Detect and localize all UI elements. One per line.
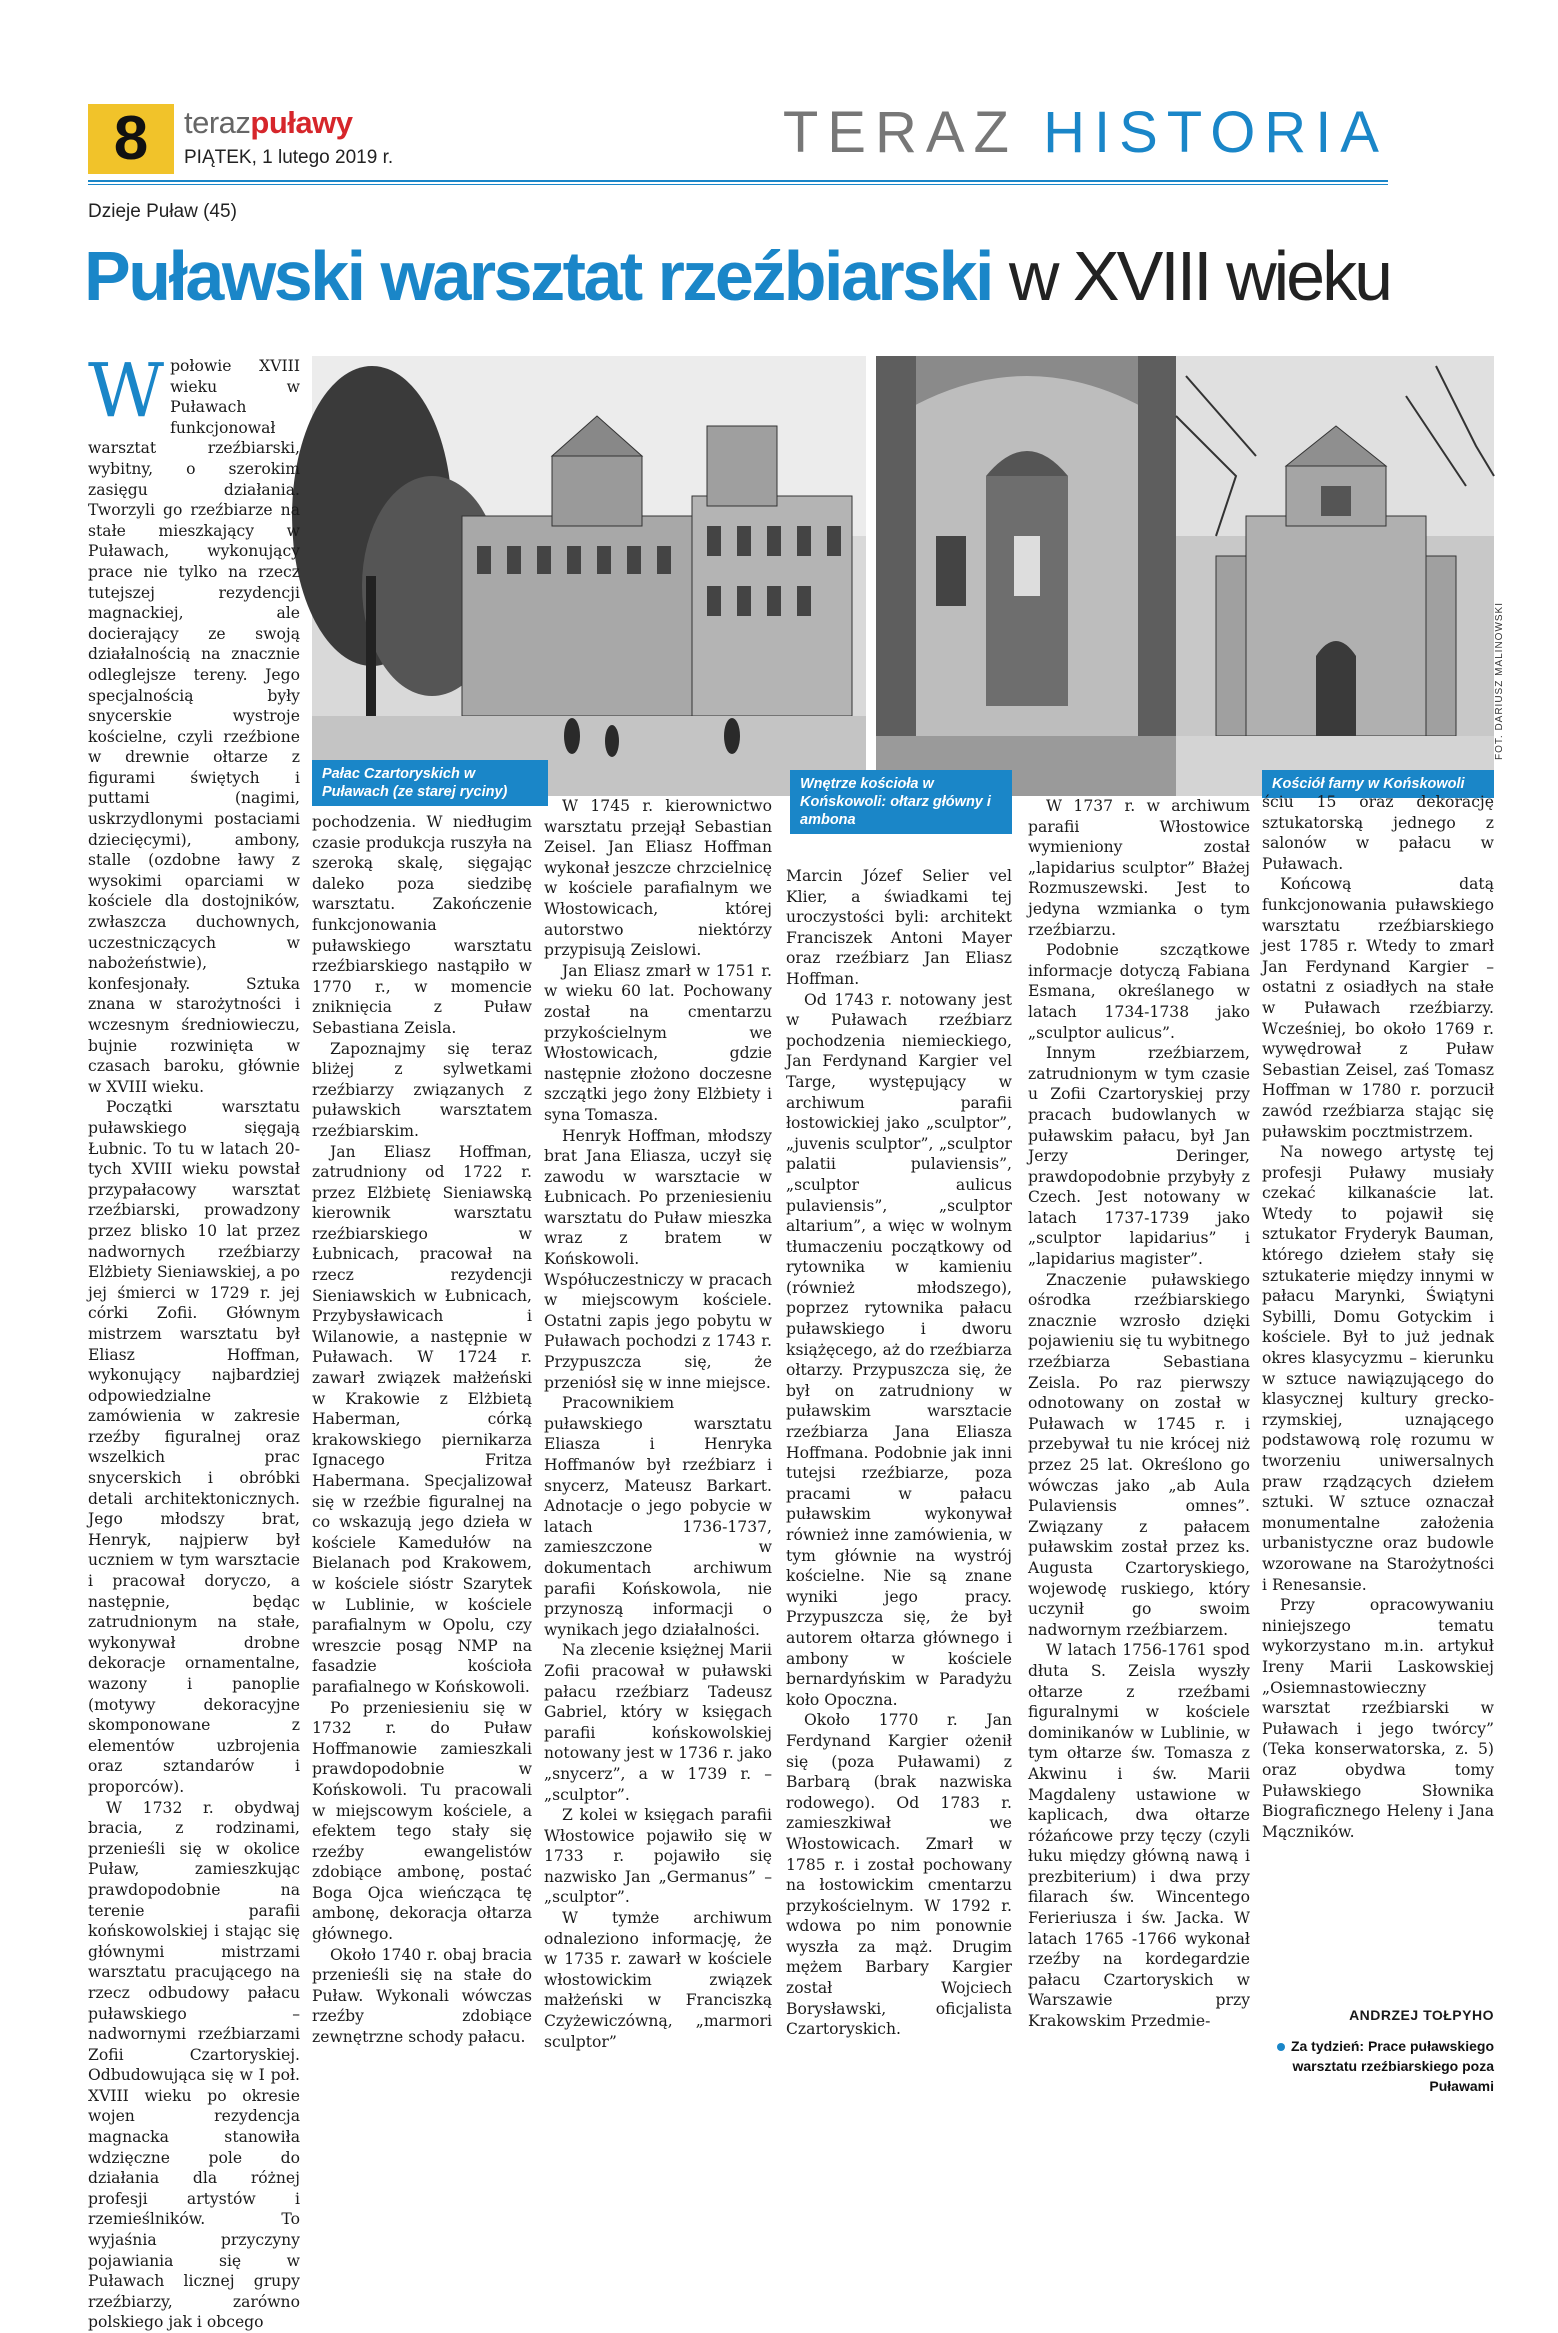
paragraph: Od 1743 r. notowany jest w Puławach rzeźbiarz pochodzenia niemieckiego, Jan Ferdynand Kargier vel Targe, występujący w archiwum parafii łostowickiej jako „sculptor”, „juvenis sculptor”, „sculptor palatii pulaviensis”, „sculptor aulicus pulaviensis”, „sculptor altarium”, a więc w wolnym tłumaczeniu początkowy od rytownika w kamieniu (również młodszego), poprzez rytownika pałacu puławskiego i dworu książęcego, aż do rzeźbiarza ołtarzy. Przypuszcza się, że był on zatrudniony w puławskim warsztacie rzeźbiarza Jana Eliasza Hoffmana. Podobnie jak inni tutejsi rzeźbiarze, poza pracami w pałacu puławskim wykonywał również inne zamówienia, w tym głównie na wystrój kościelne. Nie są znane wyniki jego pracy. Przypuszcza się, że był autorem ołtarza głównego i ambony w kościele bernardyńskim w Paradyżu koło Opoczna. bbox=[786, 990, 1012, 1709]
header-rule bbox=[88, 180, 1388, 182]
paragraph: Na zlecenie księżnej Marii Zofii pracował w puławski pałacu rzeźbiarz Tadeusz Gabriel, który w księgach parafii końskowolskiej notowany jest w 1736 r. jako „snycerz”, a w 1739 r. – „sculptor”. bbox=[544, 1641, 772, 1804]
paragraph: Końcową datą funkcjonowania puławskiego warsztatu rzeźbiarskiego jest 1785 r. Wtedy to zmarł Jan Ferdynand Kargier – ostatni z osiadłych na stałe w Puławach rzeźbiarzy. Wcześniej, bo około 1769 r. wywędrował z Puław Sebastian Zeisel, zaś Tomasz Hoffman w 1780 r. porzucił zawód rzeźbiarza stając się puławskim pocztmistrzem. bbox=[1262, 875, 1494, 1141]
headline-light: w XVIII wieku bbox=[1008, 237, 1391, 315]
article-column-4 bbox=[786, 866, 1012, 2039]
paragraph: W tymże archiwum odnaleziono informację, że w 1735 r. zawarł w kościele włostowickim związek małżeński w Franciszką Czyżewiczówną, „marmori sculptor” bbox=[544, 1909, 772, 2051]
paragraph: Innym rzeźbiarzem, zatrudnionym w tym czasie u Zofii Czartoryskiej przy pracach budowlanych w puławskim pałacu, był Jan Jerzy Deringer, prawdopodobnie przybyły z Czech. Jest notowany w latach 1737-1739 jako „sculptor lapidarius” i „lapidarius magister”. bbox=[1028, 1044, 1250, 1269]
headline bbox=[84, 236, 1390, 316]
paragraph: pochodzenia. W niedługim czasie produkcja ruszyła na szeroką skalę, sięgając daleko poza siedzibę warsztatu. Zakończenie funkcjonowania puławskiego warsztatu rzeźbiarskiego nastąpiło w 1770 r., w momencie zniknięcia z Puław Sebastiana Zeisla. bbox=[312, 813, 532, 1037]
series-label: Dzieje Puław (45) bbox=[88, 201, 237, 222]
article-column-3 bbox=[544, 796, 772, 2051]
section-title-part1: TERAZ bbox=[782, 100, 1018, 165]
paragraph: Około 1770 r. Jan Ferdynand Kargier ożenił się (poza Puławami) z Barbarą (brak nazwiska rodowego). Od 1783 r. zamieszkiwał we Włostowicach. Zmarł w 1785 r. i został pochowany na łostowickim cmentarzu przykościelnym. W 1792 r. wdowa po nim ponownie wyszła za mąż. Drugim mężem Barbary Kargier został Wojciech Borysławski, oficjalista Czartoryskich. bbox=[786, 1711, 1012, 2039]
paragraph: Henryk Hoffman, młodszy brat Jana Eliasza, uczył się zawodu w warsztacie w Łubnicach. Po przeniesieniu warsztatu do Puław mieszka wraz z bratem w Końskowoli. Współuczestniczy w pracach w miejscowym kościele. Ostatni zapis jego pobytu w Puławach pochodzi z 1743 r. Przypuszcza się, że przeniósł się w inne miejsce. bbox=[544, 1126, 772, 1392]
paragraph: W latach 1756-1761 spod dłuta S. Zeisla wyszły ołtarze z rzeźbami figuralnymi w kościele dominikanów w Lublinie, w tym ołtarze św. Tomasza z Akwinu i św. Marii Magdaleny ustawione w kaplicach, dwa ołtarze różańcowe przy tęczy (czyli łuku między główną nawą i prezbiterium) i dwa przy filarach św. Wincentego Ferieriusza i św. Jacka. W latach 1765 -1766 wykonał rzeźby na kordegardzie pałacu Czartoryskich w Warszawie przy Krakowskim Przedmie- bbox=[1028, 1641, 1250, 2031]
header-rule-thin bbox=[88, 184, 1388, 185]
paragraph: Marcin Józef Selier vel Klier, a świadkami tej uroczystości byli: architekt Franciszek Antoni Mayer oraz rzeźbiarz Jan Eliasz Hoffman. bbox=[786, 867, 1012, 988]
article-column-1 bbox=[88, 348, 300, 2332]
paragraph: Zapoznajmy się teraz bliżej z sylwetkami rzeźbiarzy związanych z puławskich warsztatem rzeźbiarskim. bbox=[312, 1039, 532, 1140]
paragraph: Około 1740 r. obaj bracia przenieśli się na stałe do Puław. Wykonali wówczas rzeźby zdobiące zewnętrzne schody pałacu. bbox=[312, 1945, 532, 2047]
paragraph: Na nowego artystę tej profesji Puławy musiały czekać kilkanaście lat. Wtedy to pojawił się sztukator Fryderyk Bauman, którego dziełem stały się sztukaterie między innymi w pałacu Marynki, Świątyni Sybilli, Domu Gotyckim i kościele. Był to już jednak okres klasycyzmu – kierunku w sztuce nawiązującego do klasycznej kultury grecko-rzymskiej, uznającego podstawową rolę rozumu w tworzeniu uniwersalnych praw rządzących dziełem sztuki. W sztuce oznaczał monumentalne założenia urbanistyczne oraz budowle wzorowane na Starożytności i Renesansie. bbox=[1262, 1143, 1494, 1594]
paragraph: Przy opracowywaniu niniejszego tematu wykorzystano m.in. artykuł Ireny Marii Laskowskiej „Osiemnastowieczny warsztat rzeźbiarski w Puławach i jego twórcy” (Teka konserwatorska, z. 5) oraz obydwa tomy Puławskiego Słownika Biograficznego Heleny i Jana Mączników. bbox=[1262, 1596, 1494, 1841]
paragraph: Jan Eliasz zmarł w 1751 r. w wieku 60 lat. Pochowany został na cmentarzu przykościelnym we Włostowicach, gdzie następnie złożono doczesne szczątki jego żony Elżbiety i syna Tomasza. bbox=[544, 961, 772, 1124]
photo-credit: FOT. DARIUSZ MALINOWSKI bbox=[1494, 601, 1505, 760]
logo-part-pulawy: puławy bbox=[250, 105, 353, 140]
paragraph: W 1745 r. kierownictwo warsztatu przejął Sebastian Zeisel. Jan Eliasz Hoffman wykonał jeszcze chrzcielnicę w kościele parafialnym we Włostowicach, której autorstwo niektórzy przypisują Zeislowi. bbox=[544, 797, 772, 960]
palace-engraving-photo bbox=[312, 356, 866, 796]
paragraph: Z kolei w księgach parafii Włostowice pojawiło się w 1733 r. pojawiło się nazwisko Jan „Germanus” – „sculptor”. bbox=[544, 1806, 772, 1907]
newspaper-logo bbox=[184, 106, 353, 140]
paragraph: Podobnie szczątkowe informacje dotyczą Fabiana Esmana, określanego w latach 1734-1738 jako „sculptor aulicus”. bbox=[1028, 941, 1250, 1042]
paragraph: W 1732 r. obydwaj bracia, z rodzinami, przenieśli się w okolice Puław, zamieszkując prawdopodobnie na terenie parafii końskowolskiej i stając się głównymi mistrzami warsztatu pracującego na rzecz odbudowy pałacu puławskiego – nadwornymi rzeźbiarzami Zofii Czartoryskiej. Odbudowująca się w I poł. XVIII wieku po okresie wojen rezydencja magnacka stanowiła wdzięczne pole do działania dla różnej profesji artystów i rzemieślników. To wyjaśnia przyczyny pojawiania się w Puławach licznej grupy rzeźbiarzy, zarówno polskiego jak i obcego bbox=[88, 1798, 300, 2332]
church-interior-photo bbox=[876, 356, 1178, 796]
next-week-text: Za tydzień: Prace puławskiego warsztatu rzeźbiarskiego poza Puławami bbox=[1290, 2038, 1494, 2094]
article-column-5 bbox=[1028, 796, 1250, 2031]
headline-bold: Puławski warsztat rzeźbiarski bbox=[84, 237, 992, 315]
paragraph: Pracownikiem puławskiego warsztatu Eliasza i Henryka Hoffmanów był rzeźbiarz i snycerz, Mateusz Barkart. Adnotacje o jego pobycie w latach 1736-1737, zamieszczone w dokumentach archiwum parafii Końskowola, nie przynoszą informacji o wynikach jego działalności. bbox=[544, 1394, 772, 1639]
logo-part-teraz: teraz bbox=[184, 105, 251, 140]
bullet-icon bbox=[1277, 2043, 1285, 2051]
issue-date: PIĄTEK, 1 lutego 2019 r. bbox=[184, 147, 394, 168]
church-caption: Kościół farny w Końskowoli bbox=[1262, 770, 1494, 798]
section-title-part2: HISTORIA bbox=[1043, 100, 1388, 165]
paragraph: Jan Eliasz Hoffman, zatrudniony od 1722 r. przez Elżbietę Sieniawską kierownik warsztatu rzeźbiarskiego w Łubnicach, pracował na rzecz rezydencji Sieniawskich w Łubnicach, Przybysławicach i Wilanowie, a następnie w Puławach. W 1724 r. zawarł związek małżeński w Krakowie z Elżbietą Haberman, córką krakowskiego piernikarza Ignacego Fritza Habermana. Specjalizował się w rzeźbie figuralnej na co wskazują jego dzieła w kościele Kamedułów na Bielanach pod Krakowem, w kościele sióstr Szarytek w Lublinie, w kościele parafialnym w Opolu, czy wreszcie posąg NMP na fasadzie kościoła parafialnego w Końskowoli. bbox=[312, 1142, 532, 1696]
drop-cap: W bbox=[88, 348, 165, 434]
paragraph: ściu 15 oraz dekorację sztukatorską jednego z salonów w pałacu w Puławach. bbox=[1262, 793, 1494, 873]
section-title bbox=[783, 100, 1388, 166]
paragraph: Znaczenie puławskiego ośrodka rzeźbiarskiego znacznie wzrosło dzięki pojawieniu się tu wybitnego rzeźbiarza Sebastiana Zeisla. Po raz pierwszy odnotowany on został w Puławach w 1745 r. i przebywał tu nie krócej niż przez 25 lat. Określono go wówczas jako „ab Aula Pulaviensis omnes”. Związany z pałacem puławskim został przez ks. Augusta Czartoryskiego, wojewodę ruskiego, który uczynił go swoim nadwornym rzeźbiarzem. bbox=[1028, 1270, 1250, 1639]
paragraph: połowie XVIII wieku w Puławach funkcjonował warsztat rzeźbiarski, wybitny, o szerokim zasięgu działania. Tworzyli go rzeźbiarze na stałe mieszkający w Puławach, wykonujący prace nie tylko na rzecz tutejszej rezydencji magnackiej, ale docierający ze swoją działalnością na znacznie odleglejsze tereny. Jego specjalnością były snycerskie wystroje kościelne, czyli rzeźbione w drewnie ołtarze z figurami świętych i puttami (nagimi, uskrzydlonymi postaciami dziecięcymi), ambony, stalle (ozdobne ławy z wysokimi oparciami w kościele dla dostojników, zwłaszcza duchownych, uczestniczących w nabożeństwie), konfesjonały. Sztuka znana w starożytności i wczesnym średniowieczu, bujnie rozwinięta w czasach baroku, głównie w XVIII wieku. bbox=[88, 357, 300, 1096]
article-column-2 bbox=[312, 812, 532, 2047]
paragraph: Początki warsztatu puławskiego sięgają Łubnic. To tu w latach 20-tych XVIII wieku powstał przypałacowy warsztat rzeźbiarski, prowadzony przez blisko 10 lat przez nadwornych rzeźbiarzy Elżbiety Sieniawskiej, a po jej śmierci w 1729 r. jej córki Zofii. Głównym mistrzem warsztatu był Eliasz Hoffman, wykonujący najbardziej odpowiedzialne zamówienia w zakresie rzeźby figuralnej oraz wszelkich prac snycerskich i obróbki detali architektonicznych. Jego młodszy brat, Henryk, najpierw był uczniem w tym warsztacie i pracował doryczo, a następnie, będąc zatrudnionym na stałe, wykonywał drobne dekoracje ornamentalne, wazony i panoplie (motywy dekoracyjne skomponowane z elementów uzbrojenia oraz sztandarów i proporców). bbox=[88, 1098, 300, 1796]
palace-caption: Pałac Czartoryskich w Puławach (ze starej ryciny) bbox=[312, 760, 548, 806]
article-column-6 bbox=[1262, 792, 1494, 2014]
paragraph: Po przeniesieniu się w 1732 r. do Puław Hoffmanowie zamieszkali prawdopodobnie w Końskowoli. Tu pracowali w miejscowym kościele, a efektem tego stały się rzeźby ewangelistów zdobiące ambonę, postać Boga Ojca wieńcząca tę ambonę, dekoracja ołtarza głównego. bbox=[312, 1698, 532, 1944]
page-number: 8 bbox=[88, 104, 174, 174]
next-week-teaser bbox=[1262, 2036, 1494, 2096]
church-exterior-photo bbox=[1176, 356, 1494, 796]
author-byline: ANDRZEJ TOŁPYHO bbox=[1349, 2007, 1494, 2023]
interior-caption: Wnętrze kościoła w Końskowoli: ołtarz główny i ambona bbox=[790, 770, 1012, 834]
paragraph: W 1737 r. w archiwum parafii Włostowice wymieniony został „lapidarius sculptor” Błażej Rozmuszewski. Jest to jedyna wzmianka o tym rzeźbiarzu. bbox=[1028, 797, 1250, 939]
